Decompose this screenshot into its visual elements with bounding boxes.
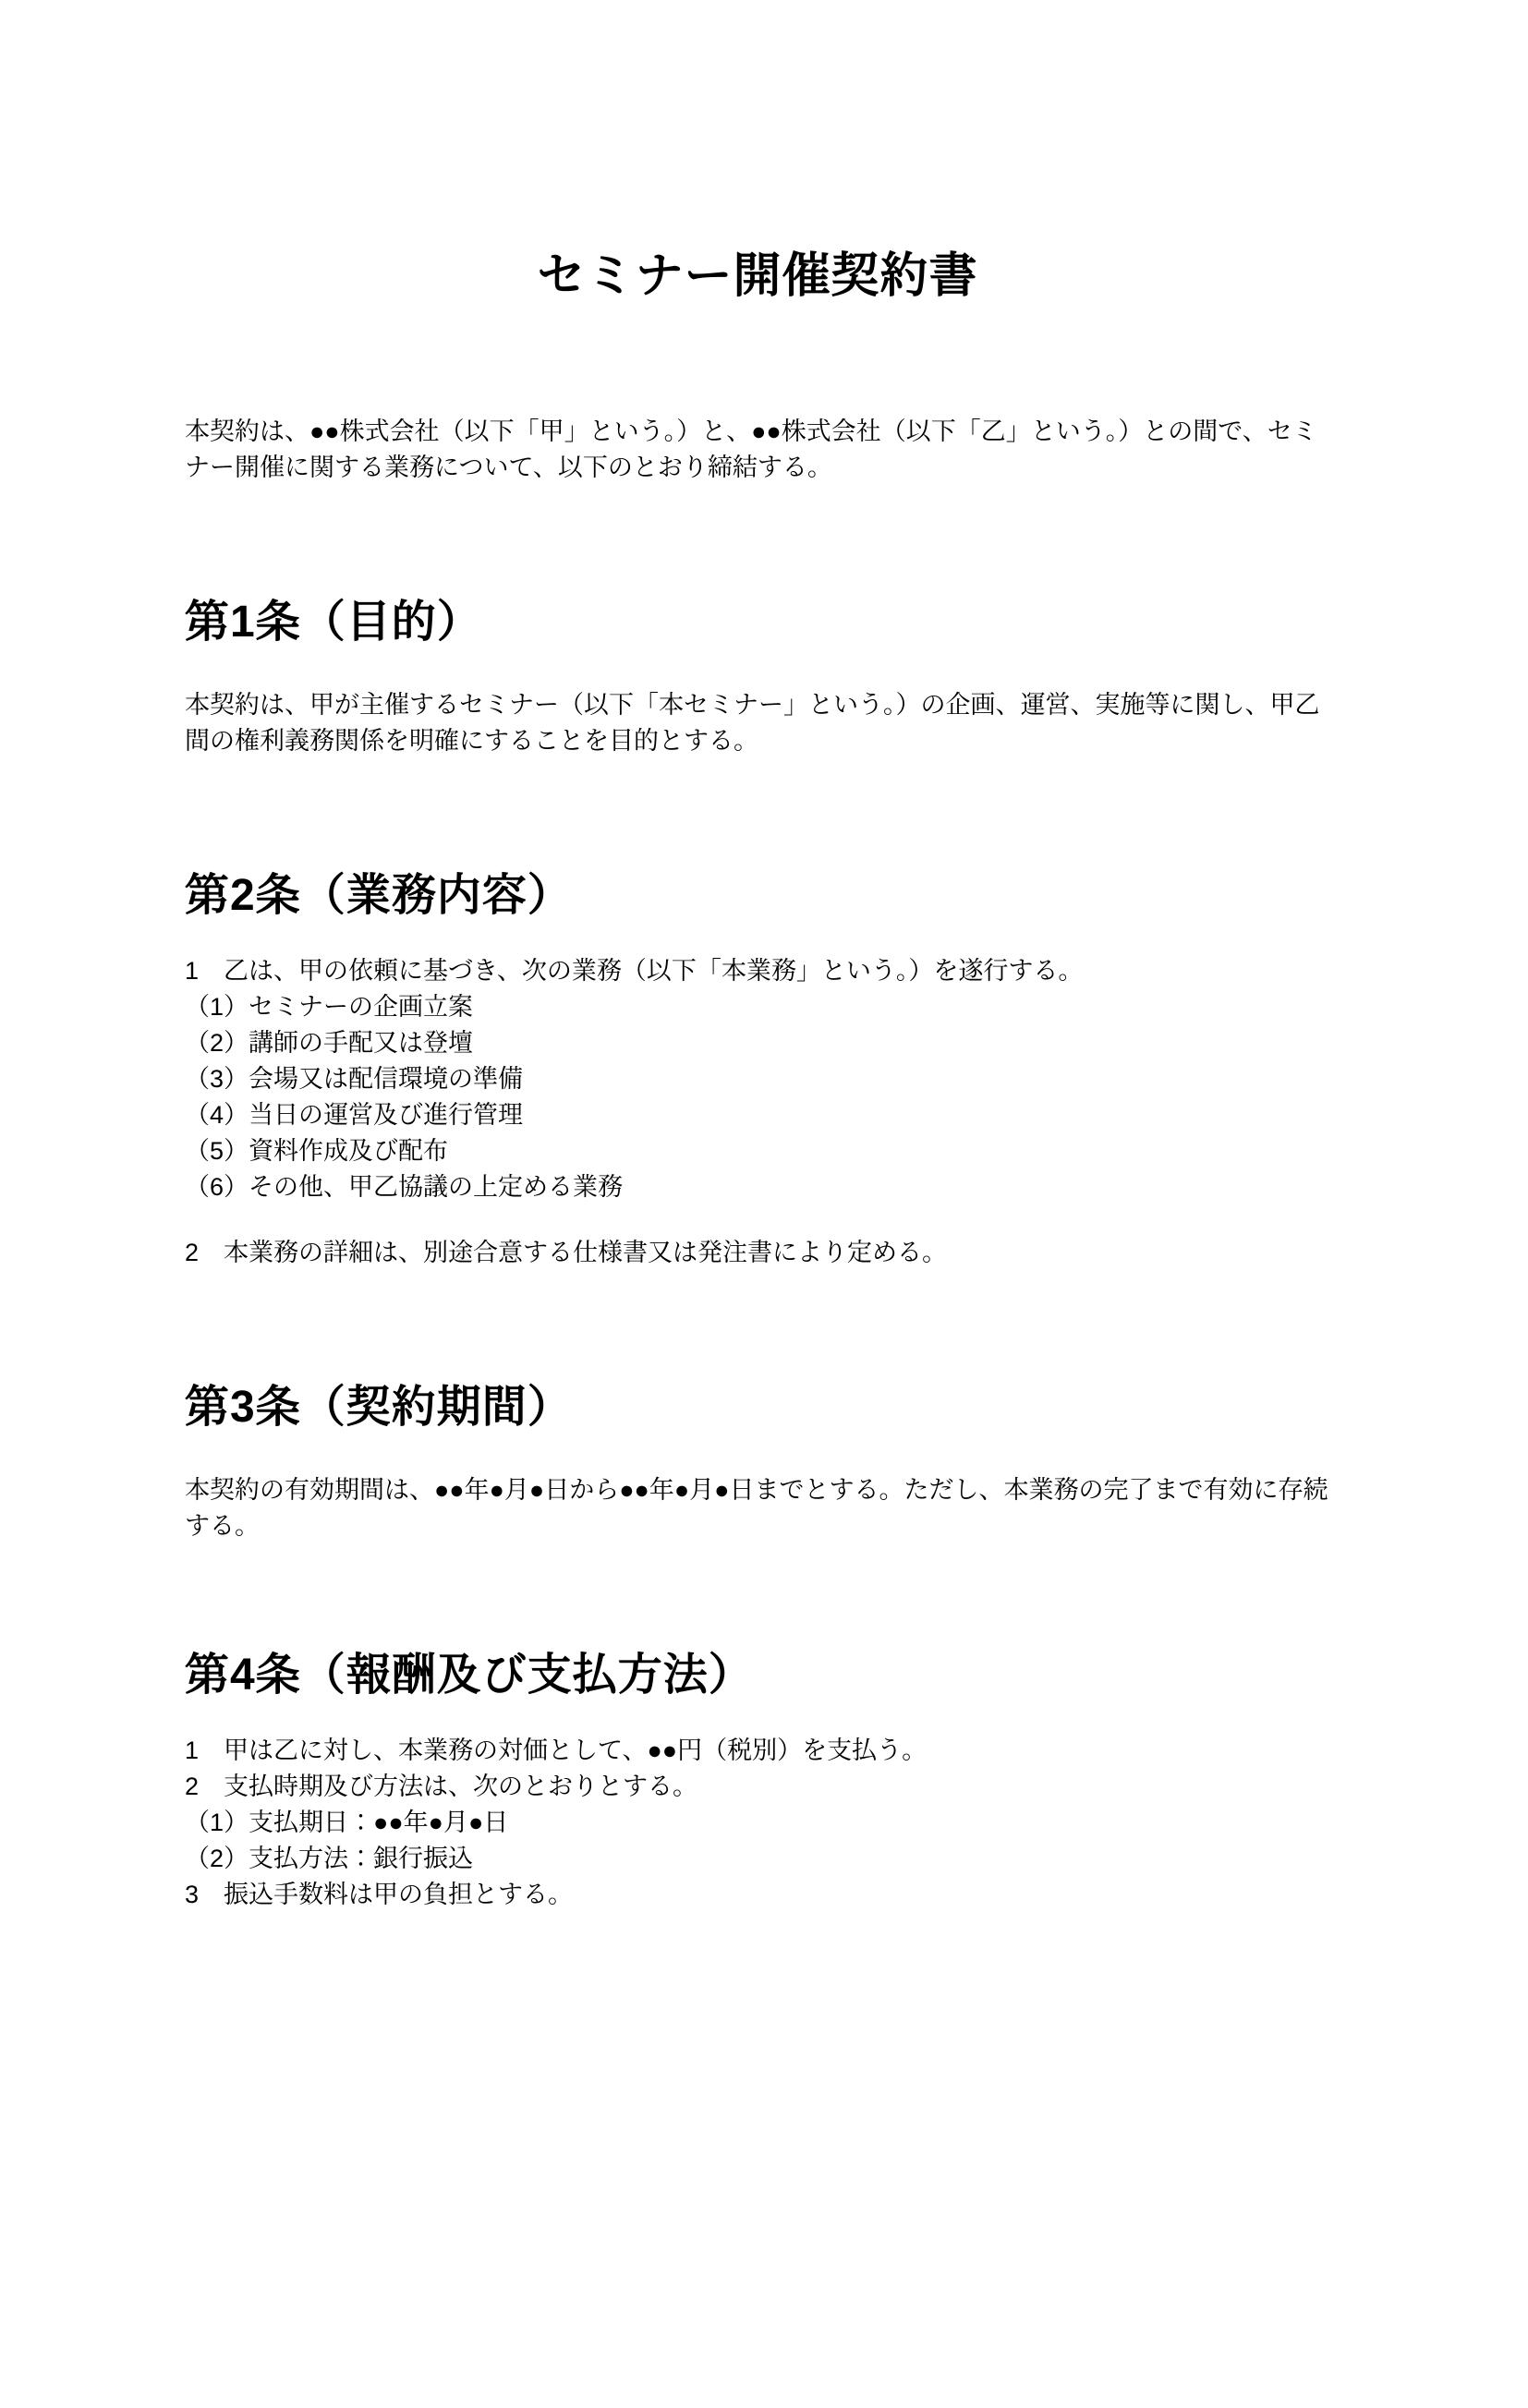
article-3-heading: 第3条（契約期間） bbox=[185, 1383, 573, 1433]
document-page bbox=[0, 248, 1528, 2408]
article-4-body bbox=[185, 1733, 1330, 1913]
article-4-line: 3 振込手数料は甲の負担とする。 bbox=[185, 1881, 574, 1909]
article-4-line: 1 甲は乙に対し、本業務の対価として、●●円（税別）を支払う。 bbox=[185, 1736, 928, 1765]
article-4-line: （2）支払方法：銀行振込 bbox=[185, 1845, 474, 1873]
article-4-heading: 第4条（報酬及び支払方法） bbox=[185, 1651, 754, 1700]
article-2-line: 1 乙は、甲の依頼に基づき、次の業務（以下「本業務」という。）を遂行する。 bbox=[185, 957, 1084, 986]
article-4-line: （1）支払期日：●●年●月●日 bbox=[185, 1809, 509, 1837]
article-2-line: （6）その他、甲乙協議の上定める業務 bbox=[185, 1173, 624, 1202]
article-1 bbox=[185, 595, 1330, 759]
document-title: セミナー開催契約書 bbox=[537, 249, 978, 303]
article-1-text: 本契約は、甲が主催するセミナー（以下「本セミナー」という。）の企画、運営、実施等に関し、甲乙間の権利義務関係を明確にすることを目的とする。 bbox=[185, 691, 1320, 756]
article-3 bbox=[185, 1380, 1330, 1544]
article-2 bbox=[185, 868, 1330, 1271]
article-2-line: （2）講師の手配又は登壇 bbox=[185, 1029, 474, 1058]
article-1-heading: 第1条（目的） bbox=[185, 598, 482, 647]
article-2-line: （3）会場又は配信環境の準備 bbox=[185, 1065, 524, 1094]
article-2-line: 2 本業務の詳細は、別途合意する仕様書又は発注書により定める。 bbox=[185, 1239, 948, 1267]
article-2-line: （4）当日の運営及び進行管理 bbox=[185, 1101, 524, 1130]
article-4-line: 2 支払時期及び方法は、次のとおりとする。 bbox=[185, 1773, 698, 1801]
article-3-text: 本契約の有効期間は、●●年●月●日から●●年●月●日までとする。ただし、本業務の完了まで有効に存続する。 bbox=[185, 1476, 1328, 1541]
article-2-body bbox=[185, 953, 1330, 1271]
article-4 bbox=[185, 1648, 1330, 1913]
article-2-line: （5）資料作成及び配布 bbox=[185, 1137, 449, 1166]
article-2-line: （1）セミナーの企画立案 bbox=[185, 993, 474, 1022]
intro-paragraph: 本契約は、●●株式会社（以下「甲」という。）と、●●株式会社（以下「乙」という。）との間で、セミナー開催に関する業務について、以下のとおり締結する。 bbox=[185, 417, 1317, 482]
article-2-heading: 第2条（業務内容） bbox=[185, 871, 573, 921]
